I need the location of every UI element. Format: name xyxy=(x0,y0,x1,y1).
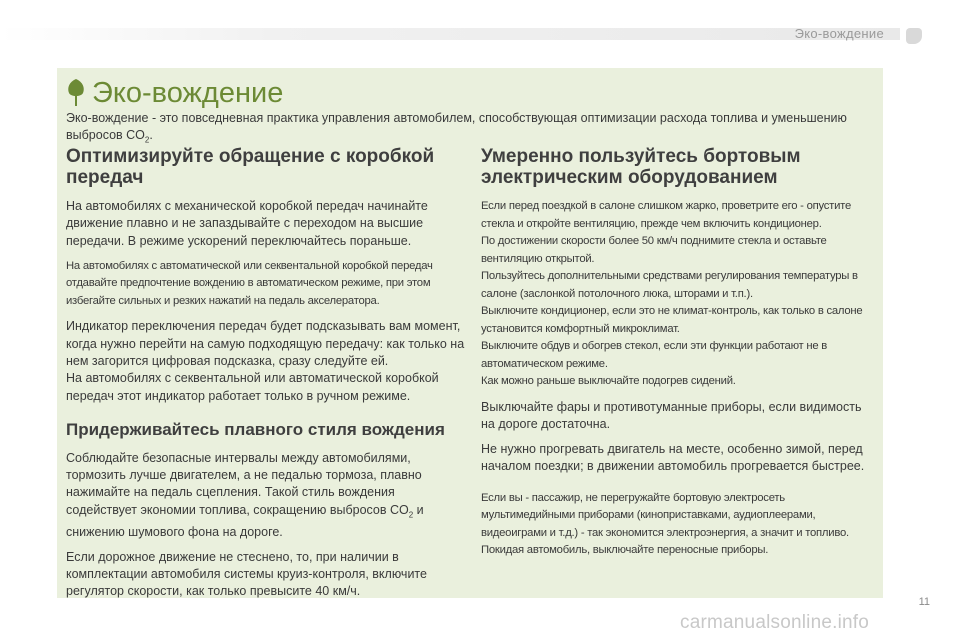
paragraph: Соблюдайте безопасные интервалы между автомобилями, тормозить лучше двигателем, а не педалью тормоза, плавно нажимайте на педаль сцепления. Такой стиль вождения содействует экономии топлива, сокращению выбросов $CO_2$ и снижению шумового фона на дороге. xyxy=(66,450,424,539)
paragraph: Выключите обдув и обогрев стекол, если эти функции работают не в автоматическом режиме. xyxy=(481,340,828,370)
paragraph: На автомобилях с автоматической или секвентальной коробкой передач отдавайте предпочтение вождению в автоматическом режиме, при этом избегайте сильных и резких нажатий на педаль акселератора. xyxy=(66,259,433,307)
corner-tab xyxy=(906,28,922,44)
paragraph: Индикатор переключения передач будет подсказывать вам момент, когда нужно перейти на самую подходящую передачу: как только на нем загорится цифровая подсказка, сразу следуйте ей. xyxy=(66,319,465,368)
heading-gearbox: Оптимизируйте обращение с коробкой передач xyxy=(66,146,435,188)
paragraph: Как можно раньше выключайте подогрев сидений. xyxy=(481,375,736,387)
paragraph: По достижении скорости более 50 км/ч поднимите стекла и оставьте вентиляцию открытой. xyxy=(481,235,827,265)
heading-smooth-driving: Придерживайтесь плавного стиля вождения xyxy=(66,419,445,439)
left-column xyxy=(66,146,466,609)
right-column xyxy=(481,146,876,568)
title-row xyxy=(66,76,283,110)
page-title: Эко-вождение xyxy=(92,77,284,109)
paragraph: На автомобилях с секвентальной или автоматической коробкой передач этот индикатор работает только в ручном режиме. xyxy=(66,371,439,403)
paragraph: Выключите кондиционер, если это не климат-контроль, как только в салоне установится комфортный микроклимат. xyxy=(481,305,863,335)
leaf-icon xyxy=(66,78,86,108)
header-bar xyxy=(0,28,900,40)
header-title: Эко-вождение xyxy=(794,26,884,41)
intro-text: Эко-вождение - это повседневная практика управления автомобилем, способствующая оптимизации расхода топлива и уменьшению выбросов $CO_2$. xyxy=(66,111,847,145)
paragraph: Выключайте фары и противотуманные приборы, если видимость на дороге достаточна. xyxy=(481,399,862,431)
heading-electrical: Умеренно пользуйтесь бортовым электрическим оборудованием xyxy=(481,146,801,188)
page-number: 11 xyxy=(918,596,930,608)
paragraph: На автомобилях с механической коробкой передач начинайте движение плавно и не запаздывайте с переходом на высшие передачи. В режиме ускорений переключайтесь пораньше. xyxy=(66,199,428,248)
paragraph: Если перед поездкой в салоне слишком жарко, проветрите его - опустите стекла и откройте вентиляцию, прежде чем включить кондиционер. xyxy=(481,200,851,230)
watermark: carmanualsonline.info xyxy=(680,612,870,633)
paragraph: Если дорожное движение не стеснено, то, при наличии в комплектации автомобиля системы круиз-контроля, включите регулятор скорости, как только превысите 40 км/ч. xyxy=(66,549,427,599)
paragraph: Пользуйтесь дополнительными средствами регулирования температуры в салоне (заслонкой потолочного люка, шторами и т.п.). xyxy=(481,270,858,300)
paragraph: Если вы - пассажир, не перегружайте бортовую электросеть мультимедийными приборами (киноприставками, аудиоплеерами, видеоигрaми и т.д.) - так экономится электроэнергия, а значит и топливо. Покидая автомобиль, выключайте переносные приборы. xyxy=(481,491,849,557)
paragraph: Не нужно прогревать двигатель на месте, особенно зимой, перед началом поездки; в движении автомобиль прогревается быстрее. xyxy=(481,442,865,474)
